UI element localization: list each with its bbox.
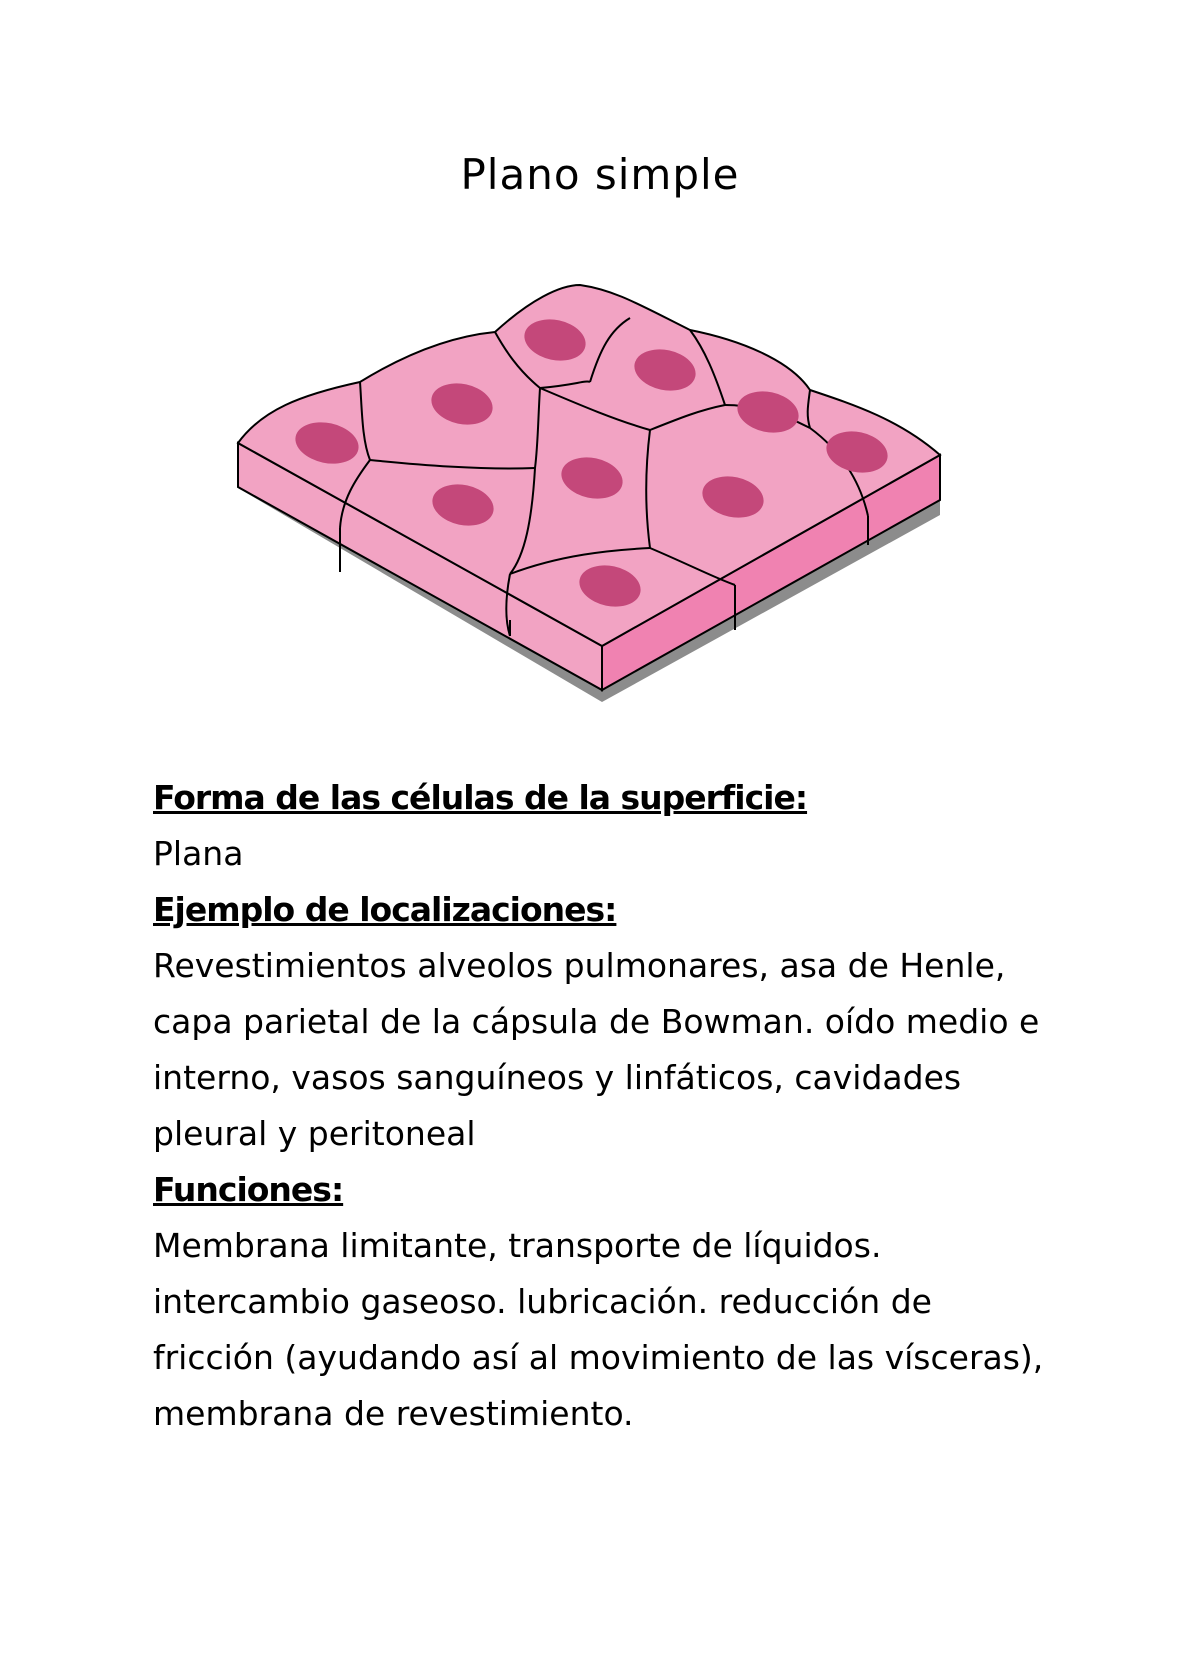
functions-line: fricción (ayudando así al movimiento de las vísceras),: [153, 1338, 1044, 1377]
locations-line: capa parietal de la cápsula de Bowman. oído medio e: [153, 1002, 1040, 1041]
locations-heading: Ejemplo de localizaciones:: [153, 890, 617, 929]
functions-line: intercambio gaseoso. lubricación. reducción de: [153, 1282, 932, 1321]
shape-text: Plana: [153, 834, 244, 873]
functions-line: membrana de revestimiento.: [153, 1394, 634, 1433]
locations-line: Revestimientos alveolos pulmonares, asa de Henle,: [153, 946, 1006, 985]
page-title: Plano simple: [460, 150, 740, 199]
functions-heading: Funciones:: [153, 1170, 344, 1209]
description-section: [153, 770, 1053, 1442]
shape-heading: Forma de las células de la superficie:: [153, 778, 808, 817]
functions-line: Membrana limitante, transporte de líquidos.: [153, 1226, 882, 1265]
simple-squamous-epithelium-illustration: [230, 270, 970, 710]
locations-line: interno, vasos sanguíneos y linfáticos, cavidades: [153, 1058, 962, 1097]
locations-line: pleural y peritoneal: [153, 1114, 476, 1153]
